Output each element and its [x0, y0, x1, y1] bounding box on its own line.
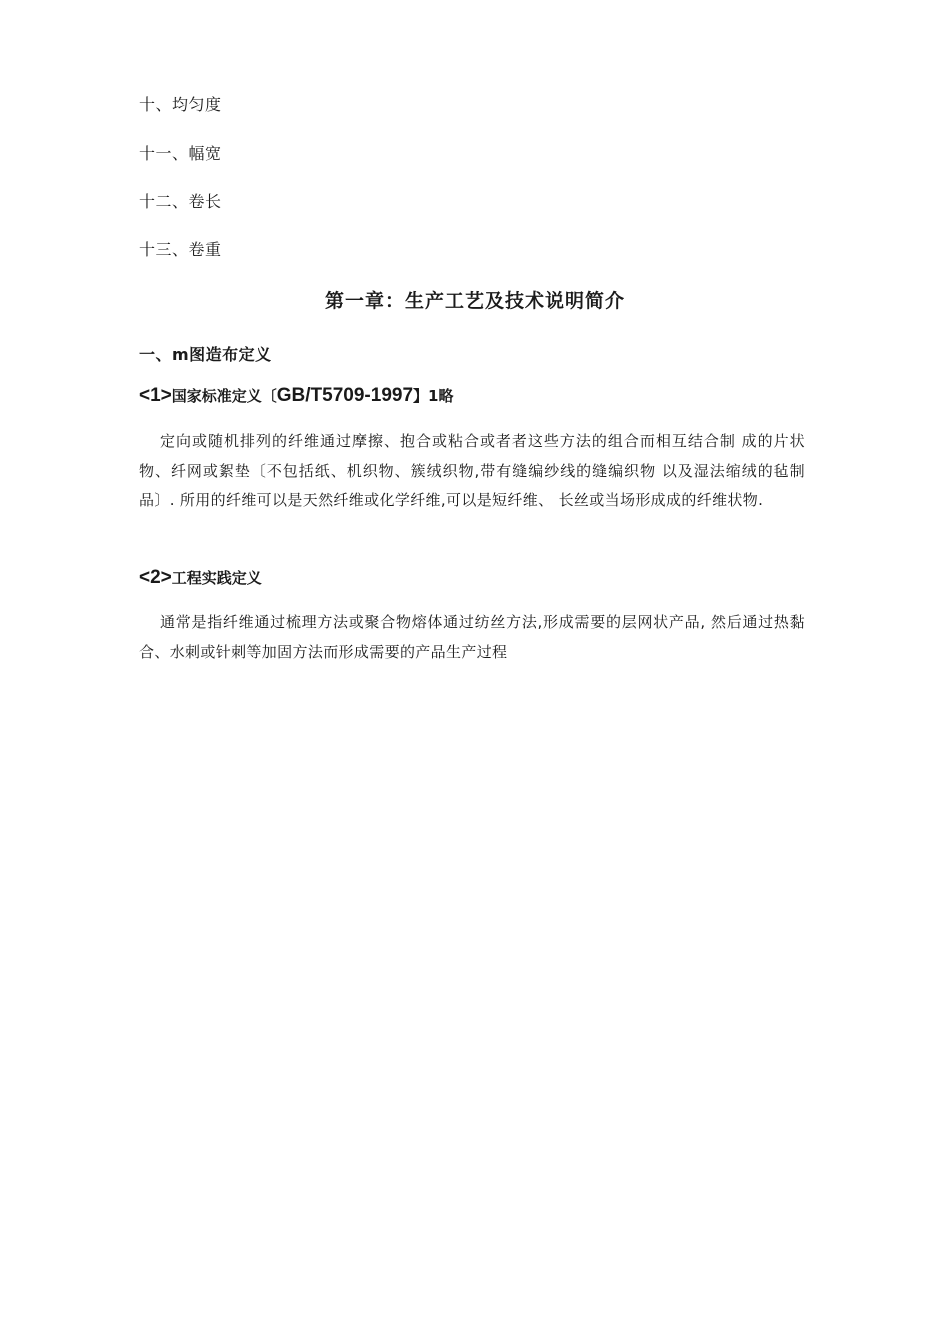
subheading-number: <2> [139, 567, 172, 588]
toc-item-uniformity: 十、均匀度 [139, 95, 222, 114]
chapter-title: 第一章：生产工艺及技术说明简介 [324, 290, 625, 312]
subheading-number: <1> [139, 385, 172, 406]
subheading-national-standard [139, 385, 453, 407]
standard-code: GB/T5709-1997 [276, 385, 414, 406]
subheading-engineering-practice [139, 567, 262, 589]
engineering-practice-paragraph: 通常是指纤维通过梳理方法或聚合物熔体通过纺丝方法,形成需要的层网状产品, 然后通过热黏合、水刺或针刺等加固方法而形成需要的产品生产过程 [139, 613, 805, 661]
toc-item-width: 十一、幅宽 [139, 144, 222, 163]
toc-item-roll-weight: 十三、卷重 [139, 240, 222, 259]
subheading-label: 工程实践定义 [171, 569, 262, 587]
toc-item-roll-length: 十二、卷长 [139, 192, 222, 211]
section-heading: 一、m图造布定义 [139, 345, 272, 364]
subheading-label: 国家标准定义〔 [171, 387, 277, 405]
subheading-suffix: 】1略 [413, 387, 454, 405]
national-standard-paragraph: 定向或随机排列的纤维通过摩擦、抱合或粘合或者者这些方法的组合而相互结合制 成的片状物、纤网或絮垫〔不包括纸、机织物、簇绒织物,带有缝编纱线的缝编织物 以及湿法缩绒的毡制品〕. 所用的纤维可以是天然纤维或化学纤维,可以是短纤维、 长丝或当场形成成的纤维状物. [139, 432, 805, 510]
